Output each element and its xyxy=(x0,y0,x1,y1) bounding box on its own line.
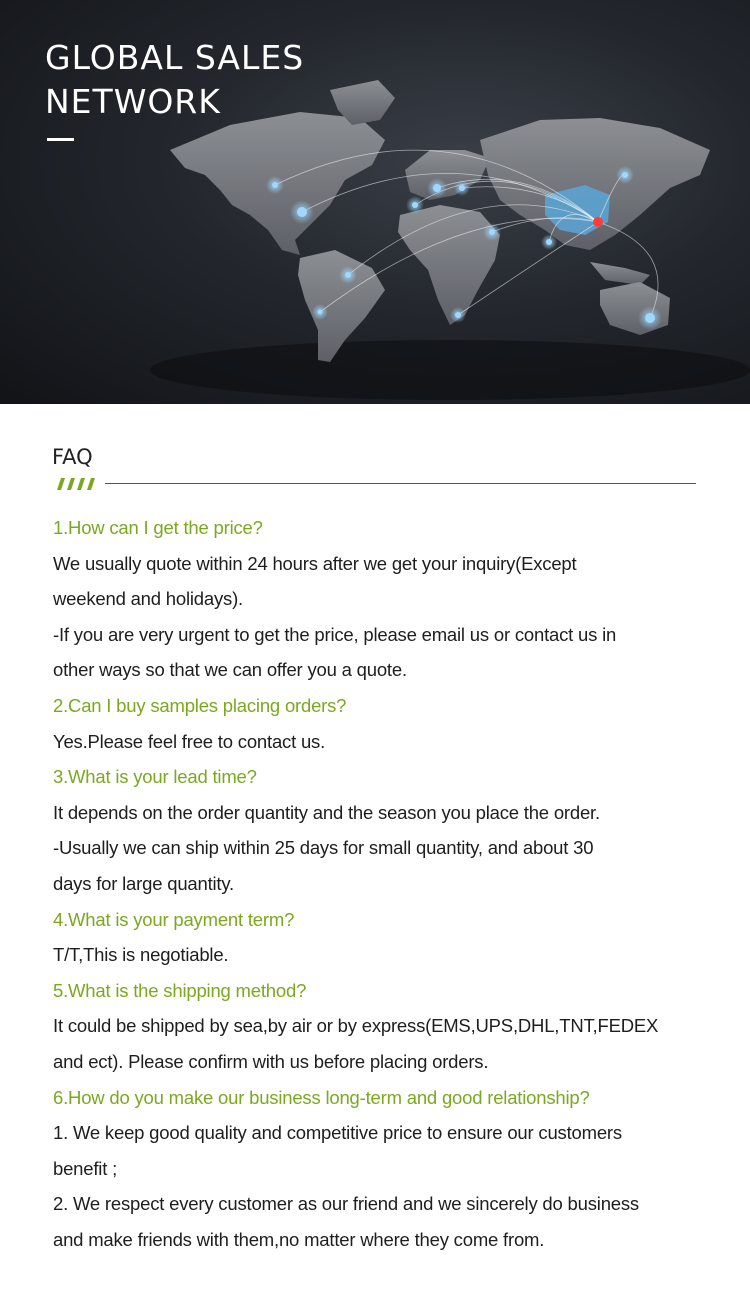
faq-question: 3.What is your lead time? xyxy=(53,766,257,788)
faq-answer-line: 2. We respect every customer as our friend and we sincerely do business xyxy=(53,1193,639,1215)
global-sales-banner xyxy=(0,0,750,404)
faq-answer-line: It could be shipped by sea,by air or by express(EMS,UPS,DHL,TNT,FEDEX xyxy=(53,1015,659,1037)
faq-answer-line: and ect). Please confirm with us before placing orders. xyxy=(53,1050,489,1072)
faq-question: 6.How do you make our business long-term and good relationship? xyxy=(53,1086,590,1108)
faq-answer-line: weekend and holidays). xyxy=(53,588,243,610)
faq-answer-line: T/T,This is negotiable. xyxy=(53,944,229,966)
heading-accent-stripes xyxy=(54,478,98,490)
faq-answer-line: benefit ; xyxy=(53,1157,118,1179)
faq-question: 4.What is your payment term? xyxy=(53,908,295,930)
faq-question: 2.Can I buy samples placing orders? xyxy=(53,694,347,716)
faq-answer-line: We usually quote within 24 hours after we get your inquiry(Except xyxy=(53,552,577,574)
faq-question: 1.How can I get the price? xyxy=(53,517,263,538)
faq-answer-line: days for large quantity. xyxy=(53,872,234,894)
faq-answer-line: other ways so that we can offer you a quote. xyxy=(53,659,407,681)
faq-answer-line: It depends on the order quantity and the season you place the order. xyxy=(53,801,600,823)
faq-list xyxy=(53,510,713,1257)
title-underline xyxy=(47,138,74,141)
faq-answer-line: 1. We keep good quality and competitive price to ensure our customers xyxy=(53,1122,622,1144)
faq-answer-line: and make friends with them,no matter where they come from. xyxy=(53,1228,545,1250)
faq-heading: FAQ xyxy=(52,445,93,469)
faq-answer-line: Yes.Please feel free to contact us. xyxy=(53,730,326,752)
faq-answer-line: -Usually we can ship within 25 days for small quantity, and about 30 xyxy=(53,837,594,859)
banner-title: GLOBAL SALES NETWORK xyxy=(45,38,305,121)
faq-question: 5.What is the shipping method? xyxy=(53,979,307,1001)
faq-answer-line: -If you are very urgent to get the price, please email us or contact us in xyxy=(53,623,617,645)
heading-divider xyxy=(105,483,696,484)
